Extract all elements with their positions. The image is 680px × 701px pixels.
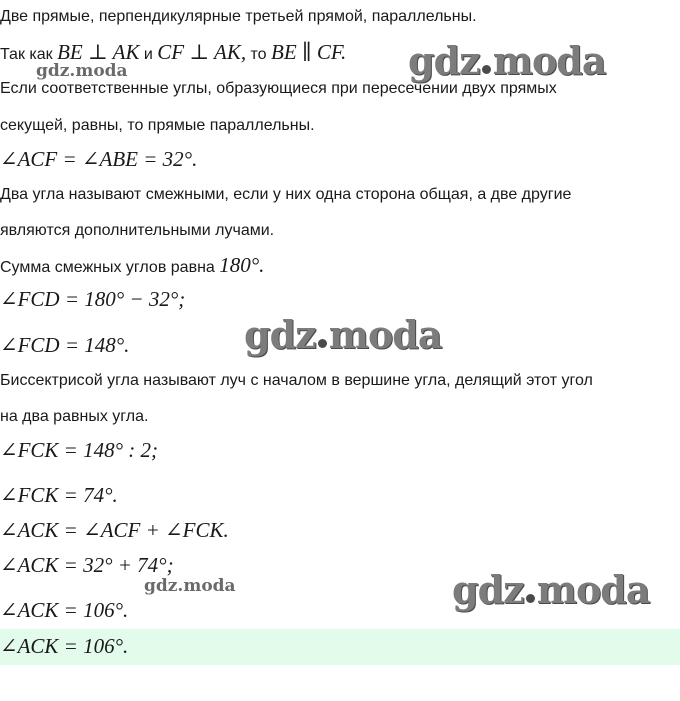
- math-be-perp-ak: BE ⊥ AK: [57, 40, 140, 64]
- math-line-14: ∠FCK = 74°.: [0, 483, 118, 507]
- text-line-2-mid: и: [139, 46, 158, 63]
- answer-line: ∠ACK = 106°.: [0, 634, 129, 658]
- watermark-dot-icon: [482, 65, 491, 74]
- text-line-12: на два равных угла.: [0, 408, 149, 425]
- text-line-2-pre: Так как: [0, 46, 58, 63]
- watermark-logo-1: gdz moda: [408, 38, 606, 83]
- math-line-5: ∠ACF = ∠ABE = 32°.: [0, 147, 198, 171]
- math-180: 180°.: [219, 253, 265, 277]
- text-line-8: [0, 253, 264, 278]
- math-line-9: ∠FCD = 180° − 32°;: [0, 287, 186, 311]
- math-line-13: ∠FCK = 148° : 2;: [0, 438, 158, 462]
- watermark-logo-2: gdz moda: [244, 312, 442, 357]
- text-line-1: Две прямые, перпендикулярные третьей прямой, параллельны.: [0, 8, 477, 25]
- text-line-6: Два угла называют смежными, если у них одна сторона общая, а две другие: [0, 186, 572, 203]
- watermark-logo-3: gdz moda: [452, 567, 650, 612]
- text-line-3: Если соответственные углы, образующиеся при пересечении двух прямых: [0, 80, 557, 97]
- text-line-2-post: то: [246, 46, 272, 63]
- math-line-15: ∠ACK = ∠ACF + ∠FCK.: [0, 518, 229, 542]
- watermark-small-2: gdz.moda: [144, 576, 236, 596]
- math-line-10: ∠FCD = 148°.: [0, 333, 130, 357]
- math-be-par-cf: BE ∥ CF.: [271, 40, 347, 64]
- math-cf-perp-ak: CF ⊥ AK,: [157, 40, 247, 64]
- watermark-small-1: gdz.moda: [36, 61, 128, 81]
- text-line-11: Биссектрисой угла называют луч с началом в вершине угла, делящий этот угол: [0, 372, 593, 389]
- math-line-17: ∠ACK = 106°.: [0, 598, 129, 622]
- text-line-8-pre: Сумма смежных углов равна: [0, 259, 220, 276]
- watermark-dot-icon: [526, 594, 535, 603]
- math-line-16: ∠ACK = 32° + 74°;: [0, 553, 174, 577]
- text-line-4: секущей, равны, то прямые параллельны.: [0, 117, 315, 134]
- text-line-7: являются дополнительными лучами.: [0, 222, 275, 239]
- watermark-dot-icon: [318, 339, 327, 348]
